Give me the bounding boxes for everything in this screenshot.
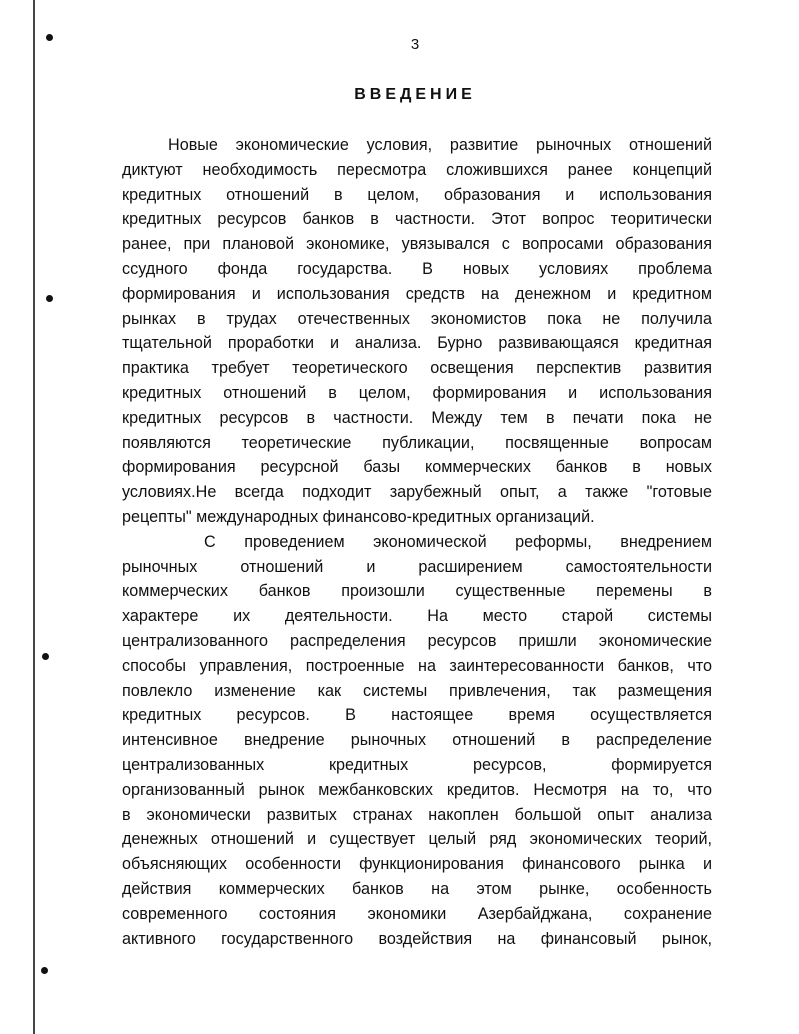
text-line: диктуют необходимость пересмотра сложившихся ранее концепций: [122, 160, 712, 179]
punch-hole: [46, 295, 53, 302]
text-line: активного государственного воздействия на финансовый рынок,: [122, 929, 712, 948]
text-line: способы управления, построенные на заинтересованности банков, что: [122, 656, 712, 675]
text-line: действия коммерческих банков на этом рынке, особенность: [122, 879, 712, 898]
text-line: коммерческих банков произошли существенные перемены в: [122, 582, 712, 601]
text-line: объясняющих особенности функционирования финансового рынка и: [122, 855, 712, 874]
text-line: Новые экономические условия, развитие рыночных отношений: [168, 136, 712, 154]
page-number: 3: [410, 36, 420, 53]
text-line: в экономически развитых странах накоплен большой опыт анализа: [122, 805, 712, 824]
text-line: характере их деятельности. На место старой системы: [122, 607, 712, 626]
text-line: организованный рынок межбанковских кредитов. Несмотря на то, что: [122, 780, 712, 799]
section-heading: ВВЕДЕНИЕ: [354, 86, 476, 103]
text-line: централизованного распределения ресурсов пришли экономические: [122, 631, 712, 650]
text-line: кредитных ресурсов. В настоящее время осуществляется: [122, 706, 712, 725]
text-line: формирования и использования средств на денежном и кредитном: [122, 284, 712, 303]
text-line: рыночных отношений и расширением самостоятельности: [122, 557, 712, 576]
punch-hole: [41, 967, 48, 974]
text-line: С проведением экономической реформы, внедрением: [204, 532, 712, 551]
text-line: ранее, при плановой экономике, увязывался с вопросами образования: [122, 235, 712, 254]
text-line: кредитных отношений в целом, образования и использования: [122, 185, 712, 204]
text-line: условиях.Не всегда подходит зарубежный опыт, а также "готовые: [122, 483, 712, 502]
text-line: появляются теоретические публикации, посвященные вопросам: [122, 433, 712, 452]
text-line: тщательной проработки и анализа. Бурно развивающаяся кредитная: [122, 334, 712, 353]
text-line: интенсивное внедрение рыночных отношений в распределение: [122, 731, 712, 750]
text-line: централизованных кредитных ресурсов, формируется: [122, 755, 712, 774]
scan-edge-line: [33, 0, 35, 1034]
text-line: кредитных ресурсов в частности. Между тем в печати пока не: [122, 408, 712, 427]
text-line: формирования ресурсной базы коммерческих банков в новых: [122, 458, 712, 477]
text-line: ссудного фонда государства. В новых условиях проблема: [122, 259, 712, 278]
text-line: кредитных отношений в целом, формирования и использования: [122, 383, 712, 402]
text-line: повлекло изменение как системы привлечения, так размещения: [122, 681, 712, 700]
punch-hole: [42, 653, 49, 660]
text-line: кредитных ресурсов банков в частности. Этот вопрос теоритически: [122, 210, 712, 229]
text-line: практика требует теоретического освещения перспектив развития: [122, 359, 712, 378]
text-line: денежных отношений и существует целый ряд экономических теорий,: [122, 830, 712, 849]
text-line: современного состояния экономики Азербайджана, сохранение: [122, 904, 712, 923]
text-line: рецепты" международных финансово-кредитных организаций.: [122, 507, 595, 526]
text-line: рынках в трудах отечественных экономистов пока не получила: [122, 309, 712, 328]
body-text: [122, 133, 712, 951]
